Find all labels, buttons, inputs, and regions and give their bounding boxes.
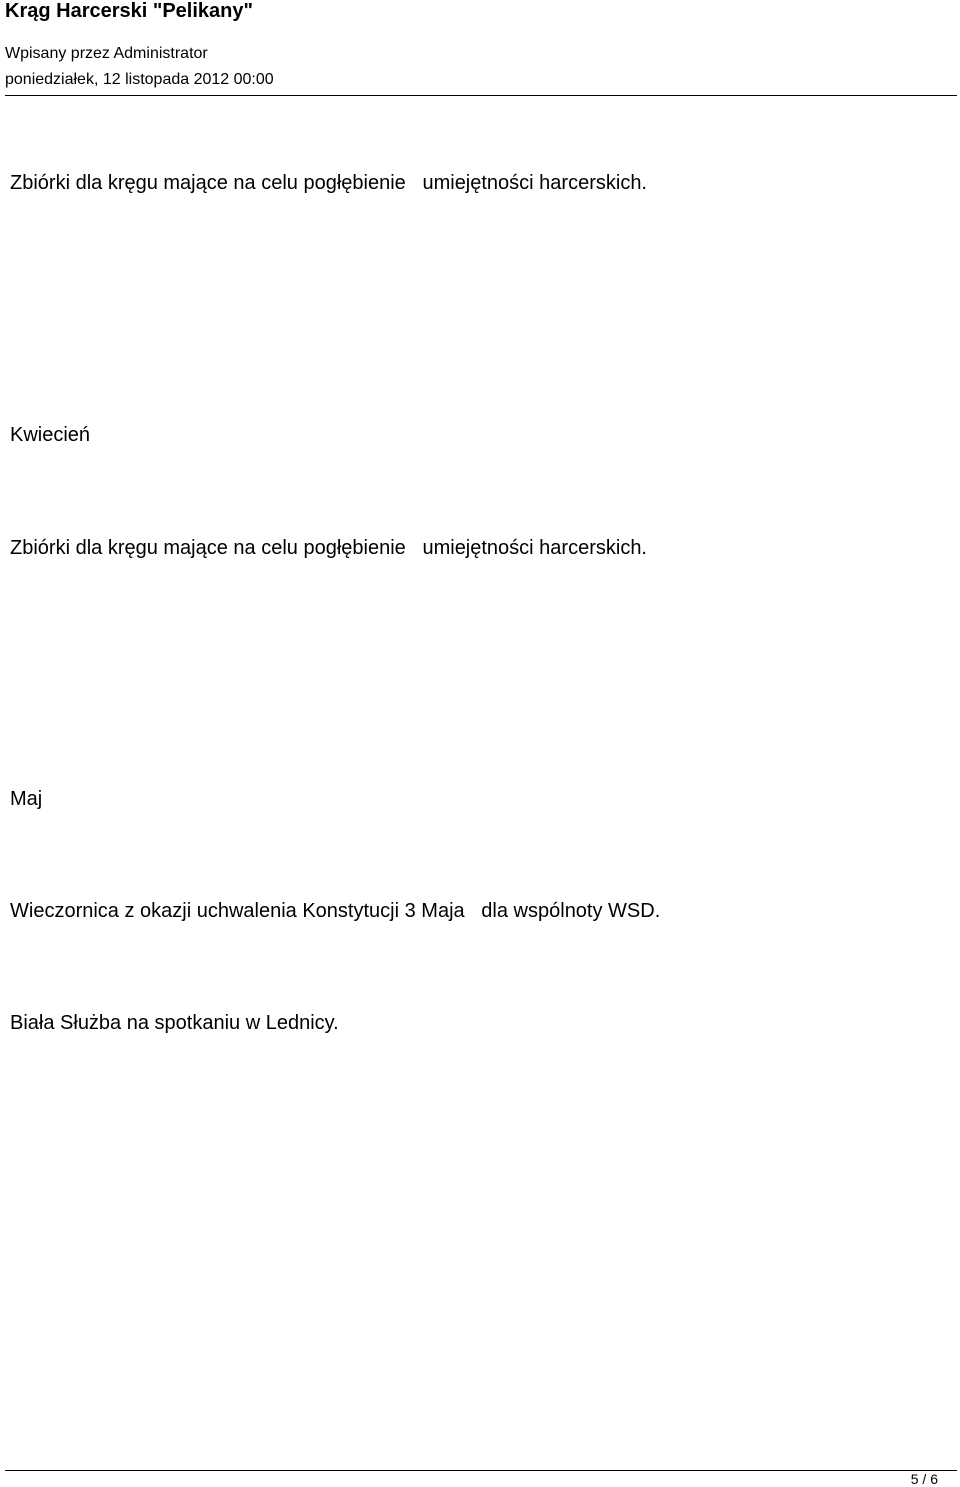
paragraph-text: Zbiórki dla kręgu mające na celu pogłębienie umiejętności harcerskich. [10,537,647,559]
paragraph-text: Biała Służba na spotkaniu w Lednicy. [10,1012,339,1034]
article-author: Wpisany przez Administrator [5,45,208,62]
month-heading: Maj [10,788,43,810]
header-divider [5,95,957,96]
article-date: poniedziałek, 12 listopada 2012 00:00 [5,71,274,88]
article-title: Krąg Harcerski "Pelikany" [5,0,253,22]
page-number: 5 / 6 [910,1471,938,1487]
footer-divider [5,1470,957,1471]
month-heading: Kwiecień [10,424,91,446]
paragraph-text: Zbiórki dla kręgu mające na celu pogłębienie umiejętności harcerskich. [10,172,647,194]
paragraph-text: Wieczornica z okazji uchwalenia Konstytucji 3 Maja dla wspólnoty WSD. [10,900,661,922]
